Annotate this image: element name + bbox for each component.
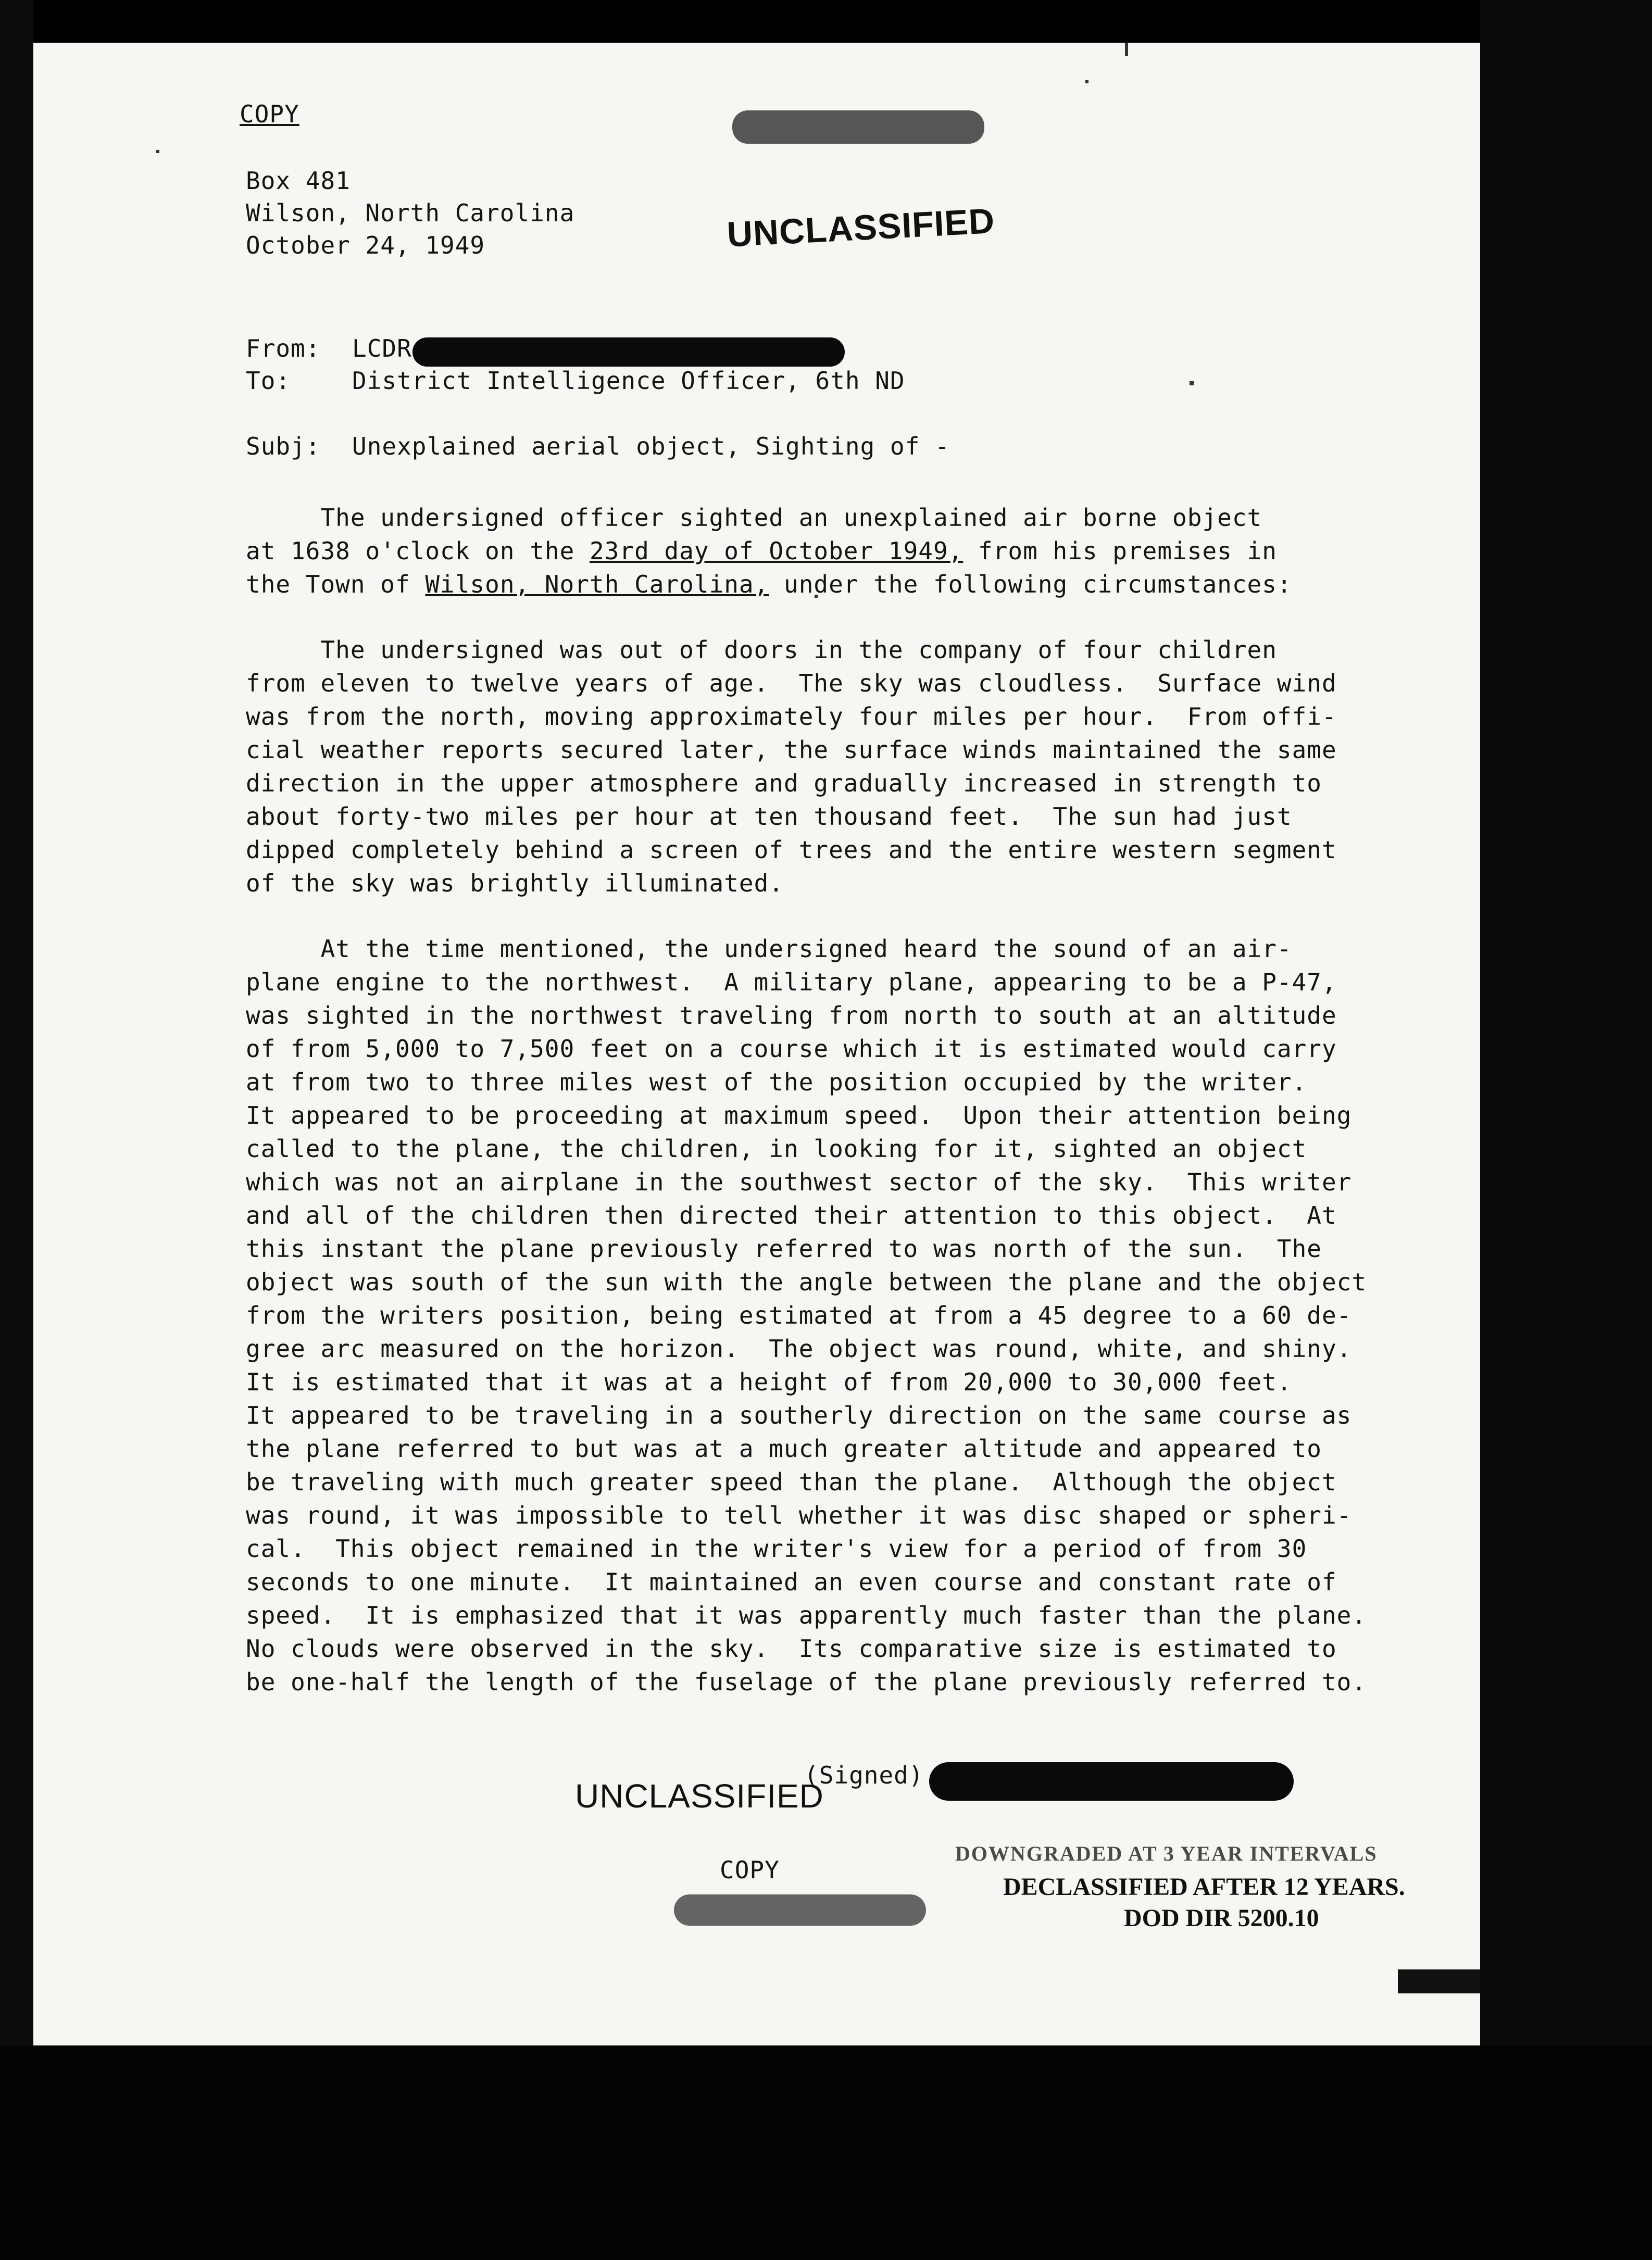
- text-line: direction in the upper atmosphere and gradually increased in strength to: [246, 769, 1322, 797]
- scan-speck: [1125, 43, 1128, 56]
- memo-body: [246, 501, 1475, 1731]
- scan-speck: [1085, 80, 1088, 83]
- film-edge-left: [0, 0, 33, 2260]
- redaction-smudge: [732, 110, 984, 144]
- text-line: from the writers position, being estimated at from a 45 degree to a 60 de-: [246, 1301, 1352, 1329]
- copy-label: COPY: [240, 100, 299, 128]
- from-label: From:: [246, 334, 321, 362]
- text-line: No clouds were observed in the sky. Its comparative size is estimated to: [246, 1635, 1337, 1663]
- unclassified-stamp-bottom: UNCLASSIFIED: [575, 1777, 824, 1815]
- paragraph-2: [246, 633, 1475, 900]
- text-line: cial weather reports secured later, the surface winds maintained the same: [246, 736, 1337, 764]
- text-line: be one-half the length of the fuselage of the plane previously referred to.: [246, 1668, 1367, 1696]
- signature-redaction: [929, 1762, 1294, 1801]
- text-line: the Town of Wilson, North Carolina, under the following circumstances:: [246, 570, 1292, 598]
- text-line: At the time mentioned, the undersigned heard the sound of an air-: [246, 935, 1292, 963]
- text-line: be traveling with much greater speed than the plane. Although the object: [246, 1468, 1337, 1496]
- film-edge-right: [1480, 0, 1652, 2260]
- unclassified-stamp: UNCLASSIFIED: [726, 201, 996, 255]
- text-line: seconds to one minute. It maintained an even course and constant rate of: [246, 1568, 1337, 1596]
- text-line: It is estimated that it was at a height of from 20,000 to 30,000 feet.: [246, 1368, 1292, 1396]
- text-line: object was south of the sun with the angle between the plane and the object: [246, 1268, 1367, 1296]
- text-line: was sighted in the northwest traveling from north to south at an altitude: [246, 1001, 1337, 1029]
- scan-speck: [1190, 381, 1194, 385]
- text-line: of the sky was brightly illuminated.: [246, 869, 784, 897]
- text-line: It appeared to be proceeding at maximum speed. Upon their attention being: [246, 1101, 1352, 1129]
- text-line: and all of the children then directed their attention to this object. At: [246, 1201, 1337, 1229]
- dod-directive: DOD DIR 5200.10: [1124, 1904, 1319, 1932]
- declassified-notice: DECLASSIFIED AFTER 12 YEARS.: [1003, 1873, 1405, 1901]
- to-value: District Intelligence Officer, 6th ND: [352, 367, 905, 395]
- signed-label: (Signed): [804, 1761, 924, 1789]
- from-value: LCDR: [352, 334, 412, 362]
- text-line: at 1638 o'clock on the 23rd day of October 1949, from his premises in: [246, 537, 1277, 565]
- text-line: at from two to three miles west of the position occupied by the writer.: [246, 1068, 1307, 1096]
- redaction-bar: [412, 337, 845, 367]
- text-line: speed. It is emphasized that it was apparently much faster than the plane.: [246, 1601, 1367, 1629]
- text-line: of from 5,000 to 7,500 feet on a course which it is estimated would carry: [246, 1035, 1337, 1063]
- text-line: The undersigned was out of doors in the company of four children: [246, 636, 1277, 664]
- copy-label-bottom: COPY: [720, 1856, 780, 1884]
- underlined-place: Wilson, North Carolina,: [425, 570, 769, 598]
- date: October 24, 1949: [246, 231, 485, 259]
- scan-mark: [1398, 1969, 1480, 1993]
- scan-speck: [156, 150, 159, 153]
- paragraph-3: [246, 932, 1475, 1699]
- text-line: The undersigned officer sighted an unexplained air borne object: [246, 504, 1262, 532]
- text-line: cal. This object remained in the writer's view for a period of from 30: [246, 1535, 1307, 1563]
- text-line: this instant the plane previously referred to was north of the sun. The: [246, 1235, 1322, 1263]
- text-line: the plane referred to but was at a much greater altitude and appeared to: [246, 1435, 1322, 1463]
- text-line: was from the north, moving approximately four miles per hour. From offi-: [246, 702, 1337, 731]
- text-line: about forty-two miles per hour at ten thousand feet. The sun had just: [246, 802, 1292, 831]
- redaction-smudge: [674, 1894, 926, 1926]
- paragraph-1: [246, 501, 1475, 601]
- text-line: was round, it was impossible to tell whether it was disc shaped or spheri-: [246, 1501, 1352, 1529]
- document-page: [33, 43, 1480, 2045]
- film-edge-bottom: [0, 2045, 1652, 2260]
- text-line: called to the plane, the children, in looking for it, sighted an object: [246, 1135, 1307, 1163]
- text-line: from eleven to twelve years of age. The sky was cloudless. Surface wind: [246, 669, 1337, 697]
- downgrade-notice: DOWNGRADED AT 3 YEAR INTERVALS: [955, 1842, 1378, 1865]
- text-line: gree arc measured on the horizon. The object was round, white, and shiny.: [246, 1335, 1352, 1363]
- text-line: It appeared to be traveling in a southerly direction on the same course as: [246, 1401, 1352, 1429]
- text-line: which was not an airplane in the southwest sector of the sky. This writer: [246, 1168, 1352, 1196]
- subj-value: Unexplained aerial object, Sighting of -: [352, 432, 950, 460]
- text-line: plane engine to the northwest. A military plane, appearing to be a P-47,: [246, 968, 1337, 996]
- subj-label: Subj:: [246, 432, 321, 460]
- box-number: Box 481: [246, 167, 351, 195]
- location: Wilson, North Carolina: [246, 199, 575, 227]
- underlined-date: 23rd day of October 1949,: [589, 537, 963, 565]
- text-line: dipped completely behind a screen of trees and the entire western segment: [246, 836, 1337, 864]
- to-label: To:: [246, 367, 291, 395]
